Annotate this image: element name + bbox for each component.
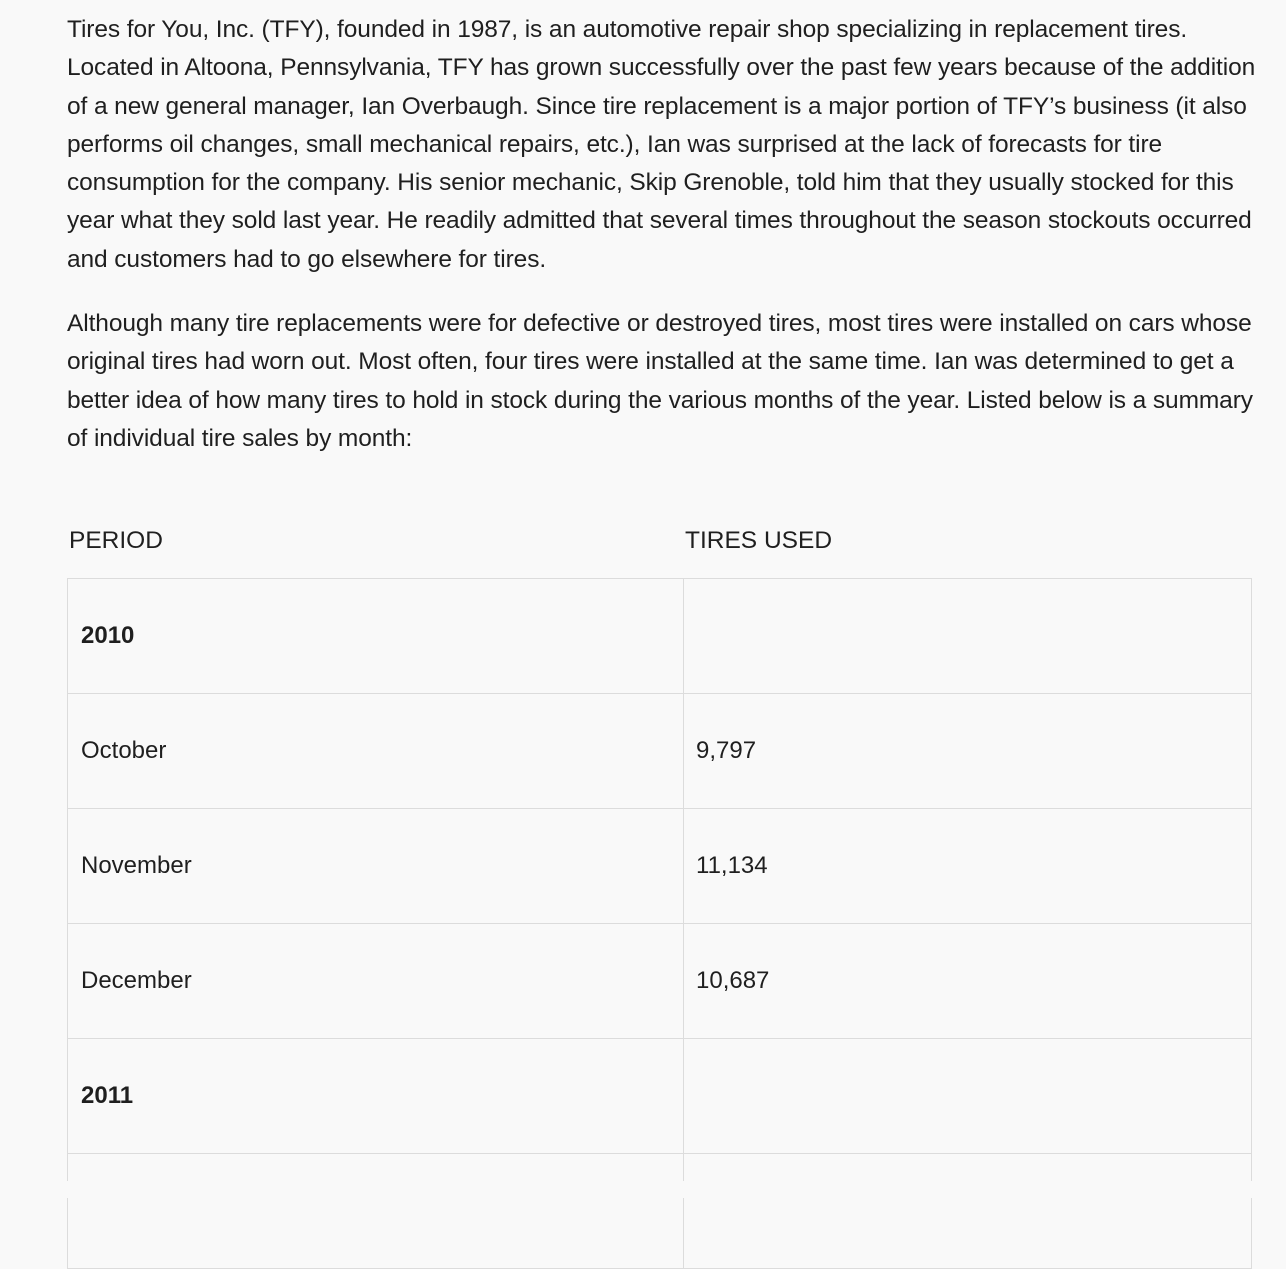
period-cell: 2010: [68, 579, 684, 694]
article-content: [67, 11, 1279, 1109]
tires-used-column-header: TIRES USED: [685, 527, 833, 554]
period-column-header: PERIOD: [69, 527, 163, 554]
tires-cell: [684, 1039, 1252, 1154]
intro-paragraph: Tires for You, Inc. (TFY), founded in 1987, is an automotive repair shop specializing in replacement tires. Located in Altoona, Pennsylvania, TFY has grown successfully over the past few years because of the addition of a new general manager, Ian Overbaugh. Since tire replacement is a major portion of TFY’s business (it also performs oil changes, small mechanical repairs, etc.), Ian was surprised at the lack of forecasts for tire consumption for the company. His senior mechanic, Skip Grenoble, told him that they usually stocked for this year what they sold last year. He readily admitted that several times throughout the season stockouts occurred and customers had to go elsewhere for tires.: [67, 16, 1256, 273]
tires-cell: [684, 579, 1252, 694]
table-row: [68, 809, 1252, 924]
table-row: [68, 924, 1252, 1039]
context-paragraph: Although many tire replacements were for defective or destroyed tires, most tires were installed on cars whose original tires had worn out. Most often, four tires were installed at the same time. Ian was determined to get a better idea of how many tires to hold in stock during the various months of the year. Listed below is a summary of individual tire sales by month:: [67, 310, 1253, 452]
period-cell: December: [68, 924, 684, 1039]
period-cell: November: [68, 809, 684, 924]
tire-sales-table: [67, 578, 1252, 1269]
table-row: [68, 1154, 1252, 1269]
table-row: [68, 579, 1252, 694]
period-cell: [68, 1154, 684, 1269]
table-header: [67, 523, 1279, 559]
tires-cell: [684, 1154, 1252, 1269]
table-row: [68, 1039, 1252, 1154]
viewport-cutoff: [0, 1181, 1286, 1198]
period-cell: October: [68, 694, 684, 809]
period-cell: 2011: [68, 1039, 684, 1154]
table-row: [68, 694, 1252, 809]
tires-cell: 11,134: [684, 809, 1252, 924]
tires-cell: 9,797: [684, 694, 1252, 809]
tires-cell: 10,687: [684, 924, 1252, 1039]
